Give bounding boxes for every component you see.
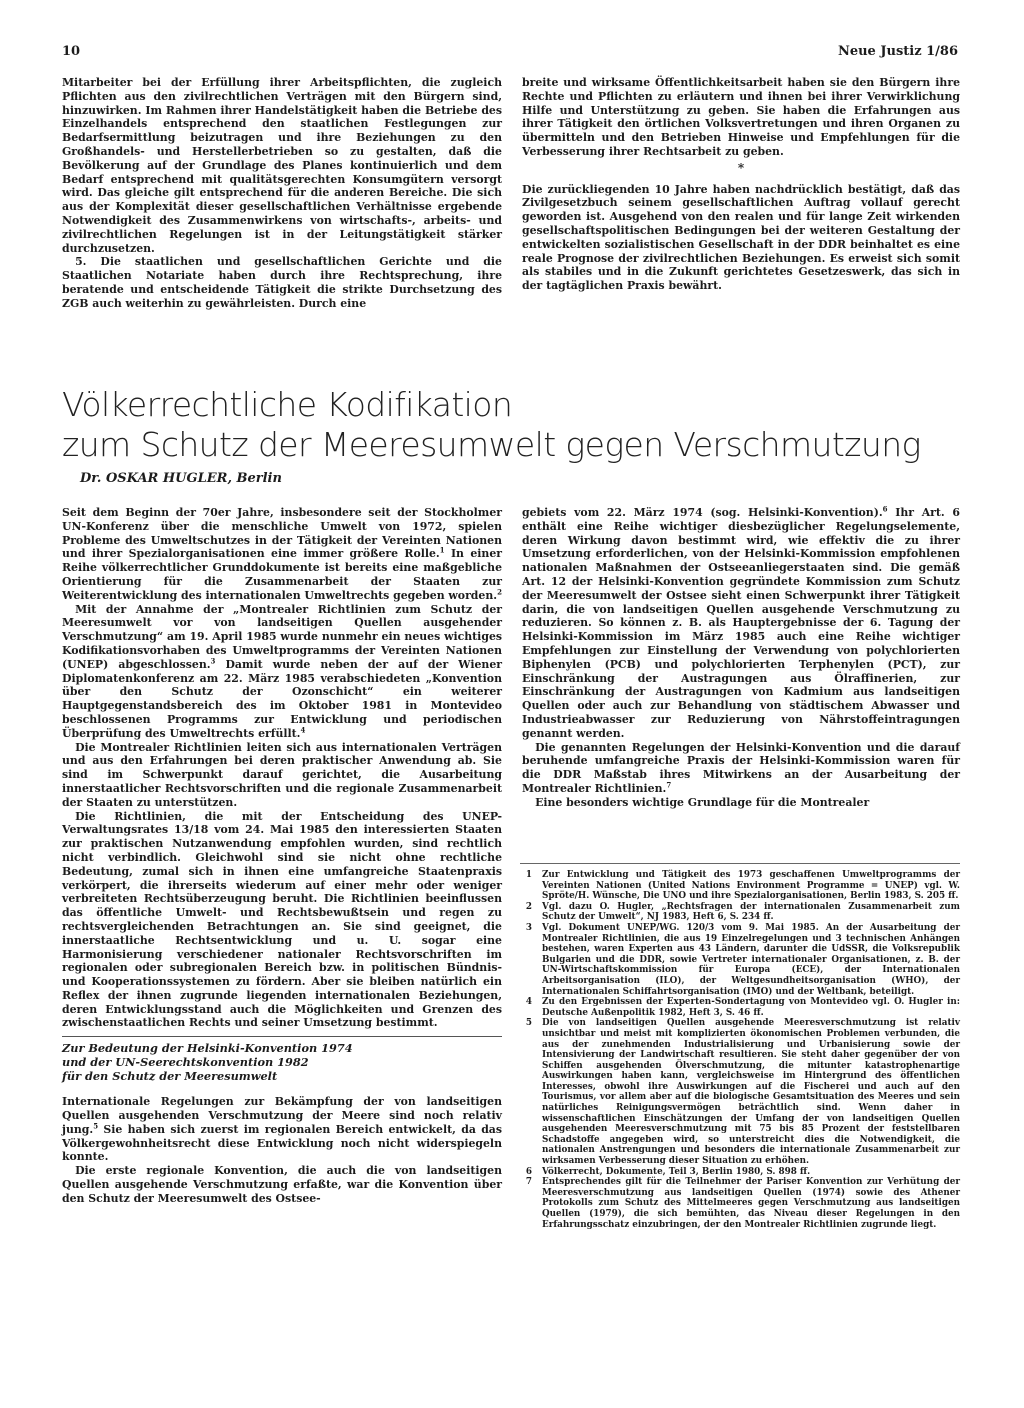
footnote: 7 Entsprechendes gilt für die Teilnehmer der Pariser Konvention zur Verhütung der Meeresverschmutzung aus landseitigen Quellen (1974) sowie des Athener Protokolls zum Schutz des Mittelmeeres gegen Verschmutzung aus landseitigen Quellen (1979), die sich bemühten, das Niveau dieser Regelungen in den Erfahrungsschatz einzubringen, der den Montrealer Richtlinien zugrunde liegt. — [525, 1177, 960, 1230]
article-title-line: Völkerrechtliche Kodifikation — [62, 385, 513, 424]
subheading-line: und der UN-Seerechtskonvention 1982 — [62, 1055, 309, 1070]
article-paragraph: Mit der Annahme der „Montrealer Richtlinien zum Schutz der Meeresumwelt vor von landseitigen Quellen ausgehender Verschmutzung“ am 19. April 1985 wurde nunmehr ein neues wichtiges Kodifikationsvorhaben des Umweltprogramms der Vereinten Nationen (UNEP) abgeschlossen.$^3$ Damit wurde neben der auf der Wiener Diplomatenkonferenz am 22. März 1985 verabschiedeten „Konvention über den Schutz der Ozonschicht“ ein weiterer Hauptgegenstandsbereich des im Oktober 1981 in Montevideo beschlossenen Programms zur Entwicklung und periodischen Überprüfung des Umweltrechts erfüllt.$^4$ — [62, 602, 502, 740]
footnote: 2 Vgl. dazu O. Hugler, „Rechtsfragen der internationalen Zusammenarbeit zum Schutz der Umwelt“, NJ 1983, Heft 6, S. 234 ff. — [525, 901, 960, 923]
footnote: 4 Zu den Ergebnissen der Experten-Sondertagung von Montevideo vgl. O. Hugler in: Deutsche Außenpolitik 1982, Heft 3, S. 46 ff. — [525, 997, 960, 1018]
article-title — [62, 385, 962, 465]
article-author: Dr. OSKAR HUGLER, Berlin — [80, 471, 282, 486]
article-paragraph: gebiets vom 22. März 1974 (sog. Helsinki-Konvention).$^6$ Ihr Art. 6 enthält eine Reihe wichtiger diesbezüglicher Regelungselemente, deren Wirkung davon bestimmt wird, wie effektiv die zu ihrer Umsetzung erforderlichen, von der Helsinki-Kommission empfohlenen nationalen Maßnahmen der Ostseeanliegerstaaten sind. Die gemäß Art. 12 der Helsinki-Konvention gegründete Kommission zum Schutz der Meeresumwelt der Ostsee sieht einen Schwerpunkt ihrer Tätigkeit darin, die von landseitigen Quellen ausgehende Verschmutzung zu reduzieren. So können z. B. als Hauptergebnisse der 6. Tagung der Helsinki-Kommission im März 1985 auch eine Reihe wichtiger Empfehlungen zur Einstellung der Verwendung von polychlorierten Biphenylen (PCB) und polychlorierten Terphenylen (PCT), zur Einschränkung der Austragungen aus Ölraffinerien, zur Einschränkung der Austragungen von Kadmium aus landseitigen Quellen oder auch zur Behandlung von städtischem Abwasser und Industrieabwasser zur Reduzierung von Nährstoffeintragungen genannt werden. — [522, 504, 961, 740]
footnote-ref: 1 — [439, 545, 445, 555]
footnote: 5 Die von landseitigen Quellen ausgehende Meeresverschmutzung ist relativ unsichtbar und meist mit komplizierten ökonomischen Problemen verbunden, die aus der zunehmenden Industrialisierung und Urbanisierung sowie der Intensivierung der Landwirtschaft resultieren. Sie steht daher gegenüber der von Schiffen ausgehenden Ölverschmutzung, die mitunter katastrophenartige Auswirkungen haben kann, vergleichsweise im Hintergrund des öffentlichen Interesses, obwohl ihre Auswirkungen auf die Fischerei und auch auf den Tourismus, vor allem aber auf die biologische Gesamtsituation des Meeres und sein natürliches Reinigungsvermögen beträchtlich sind. Wenn daher in wissenschaftlichen Einschätzungen der Umfang der von landseitigen Quellen ausgehenden Meeresverschmutzung mit 75 bis 85 Prozent der feststellbaren Schadstoffe angegeben wird, so unterstreicht dies die Notwendigkeit, die nationalen Anstrengungen und besonders die internationale Zusammenarbeit zur wirksamen Verbesserung dieser Situation zu erhöhen. — [525, 1018, 960, 1167]
footnote: 3 Vgl. Dokument UNEP/WG. 120/3 vom 9. Mai 1985. An der Ausarbeitung der Montrealer Richtlinien, die aus 19 Einzelregelungen und 3 technischen Anhängen bestehen, waren Experten aus 43 Ländern, darunter die UdSSR, die Volksrepublik Bulgarien und die DDR, sowie Vertreter internationaler Organisationen, z. B. der UN-Wirtschaftskommission für Europa (ECE), der Internationalen Arbeitsorganisation (ILO), der Weltgesundheitsorganisation (WHO), der Internationalen Schiffahrtsorganisation (IMO) und der Weltbank, beteiligt. — [525, 922, 960, 997]
article-paragraph: Eine besonders wichtige Grundlage für die Montrealer — [535, 795, 870, 809]
footnote-ref: 4 — [300, 725, 306, 735]
article-paragraph: Die Montrealer Richtlinien leiten sich aus internationalen Verträgen und aus den Erfahrungen bei deren praktischer Anwendung ab. Sie sind im Schwerpunkt darauf gerichtet, die Ausarbeitung innerstaatlicher Rechtsvorschriften und die regionale Zusammenarbeit der Staaten zu unterstützen. — [62, 740, 502, 809]
subheading-line: für den Schutz der Meeresumwelt — [62, 1069, 278, 1084]
footnote-ref: 2 — [497, 587, 502, 597]
top-left-paragraph: Mitarbeiter bei der Erfüllung ihrer Arbeitspflichten, die zugleich Pflichten aus den zivilrechtlichen Verträgen mit den Bürgern sind, hinzuwirken. Im Rahmen ihrer Handelstätigkeit haben die Betriebe des Einzelhandels entsprechend den staatlichen Festlegungen zur Bedarfsermittlung beizutragen und ihre Beziehungen zu den Großhandels- und Herstellerbetrieben so zu gestalten, daß die Bevölkerung auf der Grundlage des Planes kontinuierlich und dem Bedarf entsprechend mit qualitätsgerechten Konsumgütern versorgt wird. Das gleiche gilt entsprechend für die anderen Bereiche. Die sich aus der Komplexität dieser gesellschaftlichen Verhältnisse ergebende Notwendigkeit des Zusammenwirkens von wirtschafts-, arbeits- und zivilrechtlichen Regelungen ist in der Leitungstätigkeit stärker durchzusetzen. — [62, 76, 502, 255]
footnote-ref: 7 — [666, 780, 672, 790]
footnote: 6 Völkerrecht, Dokumente, Teil 3, Berlin 1980, S. 898 ff. — [525, 1166, 811, 1177]
article-paragraph: Die genannten Regelungen der Helsinki-Konvention und die darauf beruhende umfangreiche Praxis der Helsinki-Kommission waren für die DDR Maßstab ihres Mitwirkens an der Ausarbeitung der Montrealer Richtlinien.$^7$ — [522, 740, 960, 795]
article-right-column — [522, 506, 960, 810]
journal-title: Neue Justiz 1/86 — [837, 44, 958, 59]
article-left-column — [62, 506, 502, 1206]
footnote-ref: 5 — [93, 1121, 99, 1131]
top-right-paragraph: breite und wirksame Öffentlichkeitsarbeit haben sie den Bürgern ihre Rechte und Pflichten zu erläutern und ihnen bei ihrer Verwirklichung Hilfe und Unterstützung zu geben. Sie haben die Erfahrungen aus ihrer Tätigkeit den örtlichen Volksvertretungen und ihren Organen zu übermitteln und den Betrieben Hinweise und Empfehlungen für die Verbesserung ihrer Rechtsarbeit zu geben. — [522, 76, 960, 158]
page-number: 10 — [62, 44, 81, 59]
top-left-column — [62, 76, 502, 311]
article-paragraph: Seit dem Beginn der 70er Jahre, insbesondere seit der Stockholmer UN-Konferenz über die menschliche Umwelt von 1972, spielen Probleme des Umweltschutzes in der Tätigkeit der Vereinten Nationen und ihrer Spezialorganisationen eine immer größere Rolle.$^1$ In einer Reihe völkerrechtlicher Grunddokumente ist bereits eine maßgebliche Orientierung für die Zusammenarbeit der Staaten zur Weiterentwicklung des internationalen Umweltrechts gegeben worden.$^2$ — [62, 506, 502, 602]
article-paragraph: Internationale Regelungen zur Bekämpfung der von landseitigen Quellen ausgehenden Verschmutzung der Meere sind noch relativ jung.$^5$ Sie haben sich zuerst im regionalen Bereich entwickelt, da das Völkergewohnheitsrecht diese Entwicklung noch nicht widerspiegeln konnte. — [62, 1095, 502, 1164]
footnote: 1 Zur Entwicklung und Tätigkeit des 1973 geschaffenen Umweltprogramms der Vereinten Nationen (United Nations Environment Programme = UNEP) vgl. W. Spröte/H. Wünsche, Die UNO und ihre Spezialorganisationen, Berlin 1983, S. 205 ff. — [525, 870, 960, 902]
footnotes — [520, 863, 960, 1230]
article-paragraph: Die erste regionale Konvention, die auch die von landseitigen Quellen ausgehende Verschmutzung erfaßte, war die Konvention über den Schutz der Meeresumwelt des Ostsee- — [62, 1164, 502, 1205]
footnote-ref: 3 — [210, 656, 216, 666]
article-paragraph: Die Richtlinien, die mit der Entscheidung des UNEP-Verwaltungsrates 13/18 vom 24. Mai 1985 den interessierten Staaten zur praktischen Nutzanwendung empfohlen wurden, sind rechtlich nicht verbindlich. Gleichwohl sind sie nicht ohne rechtliche Bedeutung, zumal sich in ihnen eine umfangreiche Staatenpraxis verkörpert, die ihrerseits wiederum auf einer mehr oder weniger verbreiteten Rechtsüberzeugung beruht. Die Richtlinien beeinflussen das öffentliche Umwelt- und Rechtsbewußtsein und regen zu rechtsvergleichenden Betrachtungen an. Sie sind geeignet, die innerstaatliche Rechtsentwicklung und u. U. sogar eine Harmonisierung verschiedener nationaler Rechtsvorschriften im regionalen oder subregionalen Bereich bzw. in politischen Bündnis- und Kooperationssystemen zu fördern. Aber sie bleiben natürlich ein Reflex der ihnen zugrunde liegenden internationalen Beziehungen, deren Entwicklungsstand auch die Möglichkeiten und Grenzen des zwischenstaatlichen Rechts und seiner Umsetzung bestimmt. — [62, 809, 502, 1030]
top-right-column — [522, 76, 960, 293]
top-left-paragraph: 5. Die staatlichen und gesellschaftlichen Gerichte und die Staatlichen Notariate haben durch ihre Rechtsprechung, ihre beratende und entscheidende Tätigkeit die strikte Durchsetzung des ZGB auch weiterhin zu gewährleisten. Durch eine — [62, 255, 502, 310]
footnote-ref: 6 — [882, 504, 888, 514]
subheading-line: Zur Bedeutung der Helsinki-Konvention 1974 — [62, 1041, 353, 1056]
top-right-paragraph: Die zurückliegenden 10 Jahre haben nachdrücklich bestätigt, daß das Zivilgesetzbuch seinem gesellschaftlichen Auftrag vollauf gerecht geworden ist. Ausgehend von den realen und für lange Zeit wirkenden gesellschaftspolitischen Bedingungen bei der weiteren Gestaltung der entwickelten sozialistischen Gesellschaft in der DDR beinhaltet es eine reale Prognose der zivilrechtlichen Beziehungen. Es erweist sich somit als stabiles und in die Zukunft gerichtetes Gesetzeswerk, das sich in der tagtäglichen Praxis bewährt. — [522, 182, 960, 293]
section-separator: * — [737, 160, 745, 175]
article-title-line: zum Schutz der Meeresumwelt gegen Verschmutzung — [62, 425, 921, 464]
subheading — [62, 1036, 502, 1083]
